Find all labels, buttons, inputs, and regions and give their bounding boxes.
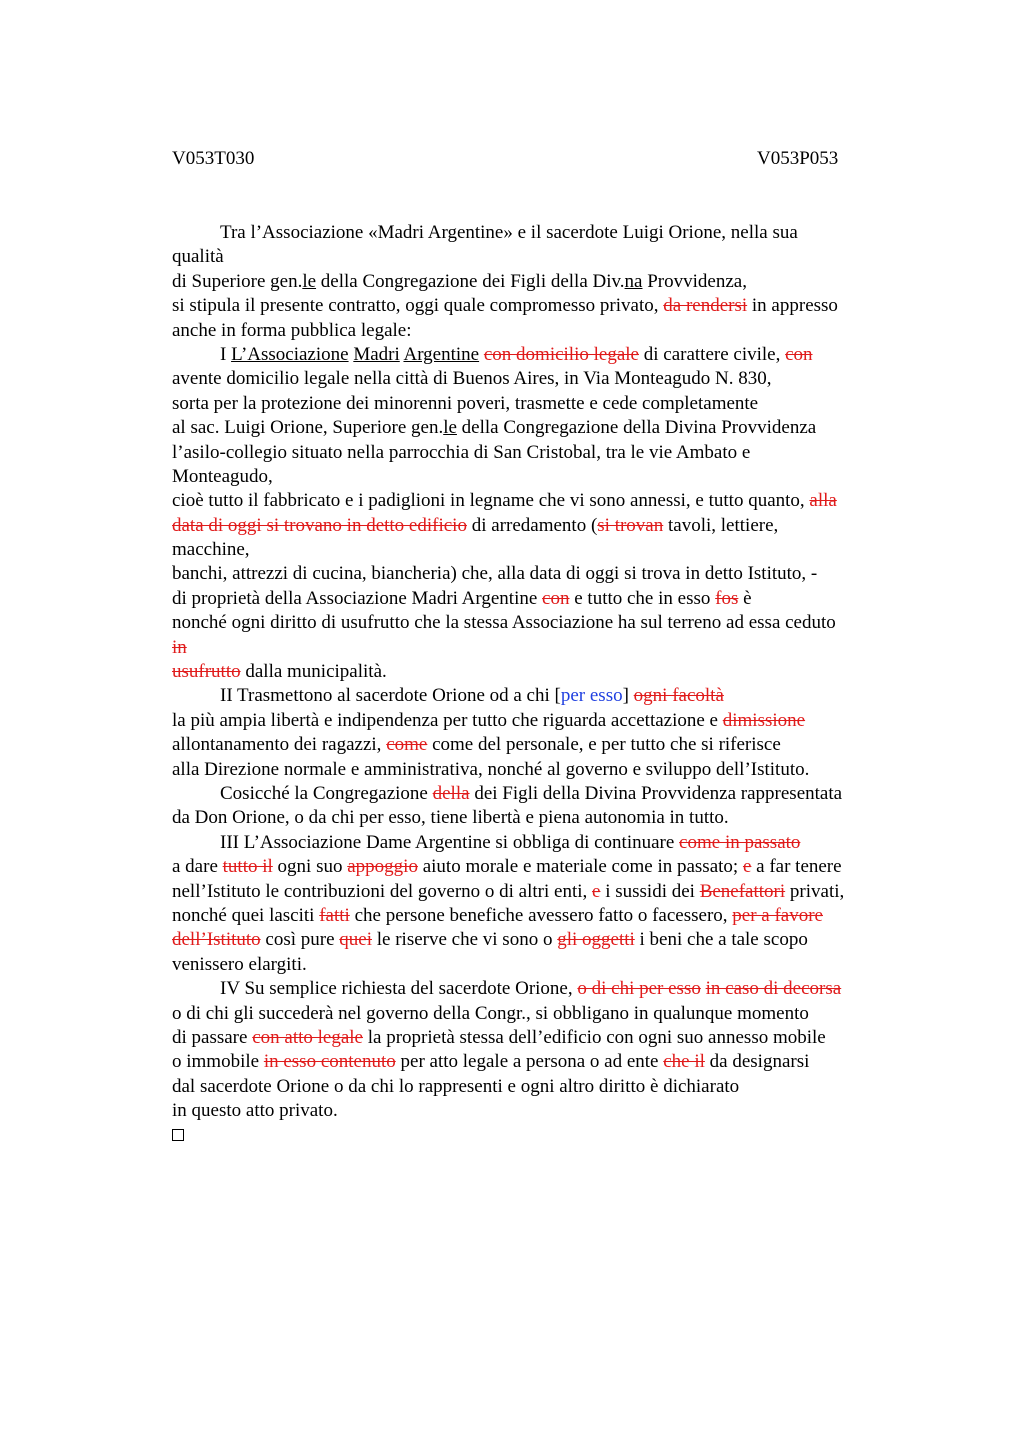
deleted-text: in (172, 636, 187, 658)
text-line: l’asilo-collegio situato nella parrocchia di San Cristobal, tra le vie Ambato e (172, 441, 751, 463)
deleted-text: quei (339, 929, 372, 951)
deleted-text: alla (809, 490, 837, 512)
underlined-word: L’Associazione (231, 343, 349, 365)
text-line: Cosicché la Congregazione della dei Figli della Divina Provvidenza rappresentata (220, 782, 843, 804)
text-line: da Don Orione, o da chi per esso, tiene libertà e piena autonomia in tutto. (172, 807, 729, 829)
deleted-text: da rendersi (663, 295, 748, 317)
deleted-text: con atto legale (252, 1026, 363, 1048)
deleted-text: della (432, 782, 470, 804)
deleted-text: con domicilio legale (483, 343, 639, 365)
underlined-abbreviation: le (302, 270, 317, 292)
deleted-text: e (742, 856, 752, 878)
deleted-text: o di chi per esso (577, 978, 701, 1000)
text-line: di proprietà della Associazione Madri Argentine con e tutto che in esso fos è (172, 587, 752, 609)
text-line (172, 636, 912, 660)
deleted-text: che il (663, 1051, 705, 1073)
deleted-text: tutto il (222, 856, 273, 878)
text-line: anche in forma pubblica legale: (172, 319, 412, 341)
text-line: Monteagudo, (172, 465, 273, 487)
contract-body (172, 221, 912, 1148)
text-line: qualità (172, 246, 224, 268)
deleted-text: appoggio (347, 856, 418, 878)
document-code-left: V053T030 (172, 148, 255, 169)
deleted-text: fatti (319, 904, 350, 926)
underlined-abbreviation: na (624, 270, 643, 292)
inserted-text: per esso (560, 685, 623, 707)
article-4-heading-line: IV Su semplice richiesta del sacerdote Orione, o di chi per esso in caso di decorsa (220, 978, 842, 1000)
deleted-text: ogni facoltà (633, 685, 724, 707)
text-line: a dare tutto il ogni suo appoggio aiuto morale e materiale come in passato; e a far tenere (172, 856, 842, 878)
document-code-right: V053P053 (757, 148, 839, 169)
text-line: dal sacerdote Orione o da chi lo rappresenti e ogni altro diritto è dichiarato (172, 1075, 740, 1097)
deleted-text: usufrutto (172, 661, 241, 683)
deleted-text: dimissione (722, 709, 806, 731)
text-line: data di oggi si trovano in detto edificio di arredamento (si trovan tavoli, lettiere, (172, 514, 779, 536)
article-1-heading-line: I L’Associazione Madri Argentine con domicilio legale di carattere civile, con (220, 343, 813, 365)
text-line: sorta per la protezione dei minorenni poveri, trasmette e cede completamente (172, 392, 759, 414)
deleted-text: con (542, 587, 570, 609)
deleted-text: gli oggetti (557, 929, 635, 951)
underlined-abbreviation: le (443, 417, 457, 439)
checkbox-square-icon (172, 1129, 184, 1141)
deleted-text: in caso di decorsa (705, 978, 842, 1000)
text-line: la più ampia libertà e indipendenza per tutto che riguarda accettazione e dimissione (172, 709, 806, 731)
deleted-text: come (386, 734, 428, 756)
deleted-text: dell’Istituto (172, 929, 261, 951)
text-line: banchi, attrezzi di cucina, biancheria) che, alla data di oggi si trova in detto Istituto, - (172, 563, 818, 585)
text-line: alla Direzione normale e amministrativa, nonché al governo e sviluppo dell’Istituto. (172, 758, 810, 780)
article-2-heading-line: II Trasmettono al sacerdote Orione od a chi [per esso] ogni facoltà (220, 685, 724, 707)
text-line: dell’Istituto così pure quei le riserve che vi sono o gli oggetti i beni che a tale scopo (172, 929, 808, 951)
text-line: allontanamento dei ragazzi, come come del personale, e per tutto che si riferisce (172, 734, 781, 756)
text-line: o immobile in esso contenuto per atto legale a persona o ad ente che il da designarsi (172, 1051, 810, 1073)
deleted-text: in esso contenuto (263, 1051, 396, 1073)
text-line: macchine, (172, 539, 250, 561)
text-line: in questo atto privato. (172, 1100, 338, 1122)
text-line: usufrutto dalla municipalità. (172, 661, 387, 683)
deleted-text: e (592, 880, 601, 902)
text-line: venissero elargiti. (172, 953, 307, 975)
text-line: Tra l’Associazione «Madri Argentine» e il sacerdote Luigi Orione, nella sua (220, 222, 798, 243)
text-line: nell’Istituto le contribuzioni del governo o di altri enti, e i sussidi dei Benefattori privati, (172, 880, 845, 902)
text-line: nonché quei lasciti fatti che persone benefiche avessero fatto o facessero, per a favore (172, 904, 823, 926)
underlined-word: Argentine (403, 343, 480, 365)
deleted-text: data di oggi si trovano in detto edificio (172, 514, 467, 536)
text-line: al sac. Luigi Orione, Superiore gen.le della Congregazione della Divina Provvidenza (172, 417, 817, 439)
deleted-text: con (785, 343, 813, 365)
text-line: o di chi gli succederà nel governo della Congr., si obbligano in qualunque momento (172, 1002, 809, 1024)
deleted-text: fos (715, 587, 739, 609)
text-line: si stipula il presente contratto, oggi quale compromesso privato, da rendersi in appresso (172, 295, 838, 317)
text-line: cioè tutto il fabbricato e i padiglioni in legname che vi sono annessi, e tutto quanto, alla (172, 490, 837, 512)
deleted-text: si trovan (597, 514, 664, 536)
deleted-text: per a favore (732, 904, 823, 926)
deleted-text: Benefattori (699, 880, 786, 902)
end-mark-line (172, 1123, 912, 1147)
deleted-text: come in passato (679, 831, 801, 853)
text-line: di Superiore gen.le della Congregazione dei Figli della Div.na Provvidenza, (172, 270, 747, 292)
text-line: nonché ogni diritto di usufrutto che la stessa Associazione ha sul terreno ad essa ceduto (172, 612, 836, 634)
text-line: avente domicilio legale nella città di Buenos Aires, in Via Monteagudo N. 830, (172, 368, 772, 390)
text-line: di passare con atto legale la proprietà stessa dell’edificio con ogni suo annesso mobile (172, 1026, 826, 1048)
article-3-heading-line: III L’Associazione Dame Argentine si obbliga di continuare come in passato (220, 831, 801, 853)
underlined-word: Madri (353, 343, 400, 365)
